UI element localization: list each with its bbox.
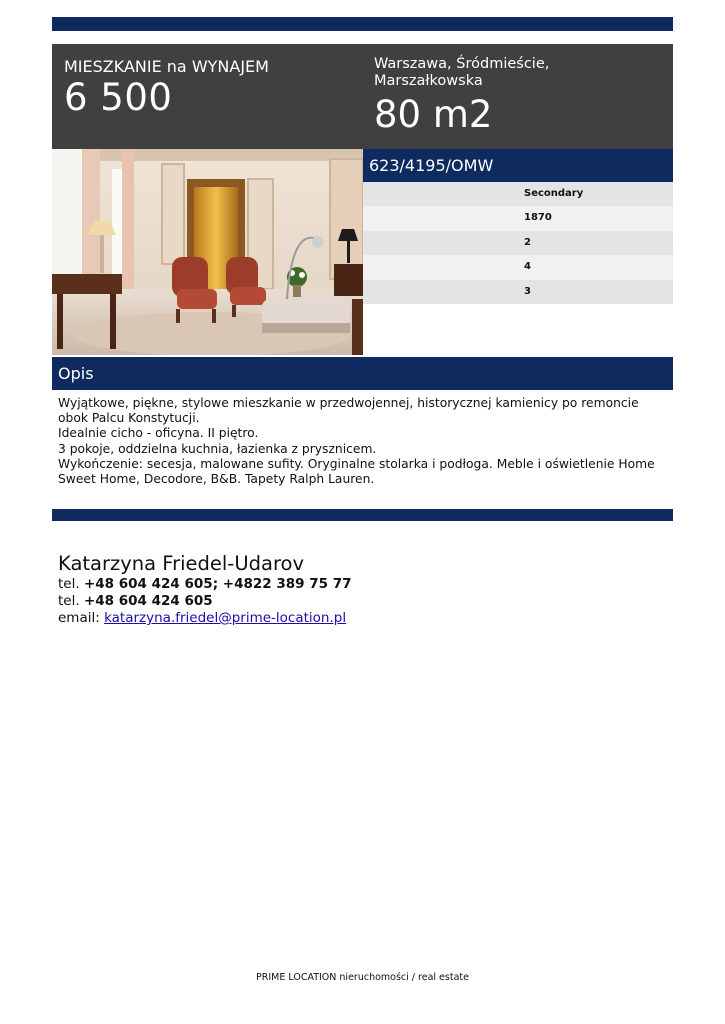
phone-line-2 <box>58 593 658 610</box>
description-paragraph: Wyjątkowe, piękne, stylowe mieszkanie w przedwojennej, historycznej kamienicy po remoncie obok Palcu Konstytucji. <box>58 396 639 426</box>
footer-text: PRIME LOCATION nieruchomości / real estate <box>256 972 469 983</box>
detail-row <box>363 255 673 279</box>
detail-value: Secondary <box>524 188 584 199</box>
tel-label: tel. <box>58 593 80 609</box>
detail-value: 2 <box>524 236 531 248</box>
email-label: email: <box>58 610 100 626</box>
detail-row <box>363 231 673 255</box>
detail-row <box>363 206 673 230</box>
top-divider-bar <box>52 17 673 31</box>
phone-line-1 <box>58 576 658 593</box>
detail-row <box>363 280 673 304</box>
description-paragraph: 3 pokoje, oddzielna kuchnia, łazienka z prysznicem. <box>58 441 377 456</box>
description-body <box>58 396 664 487</box>
offer-type: MIESZKANIE na WYNAJEM <box>64 57 269 76</box>
area: 80 m2 <box>374 93 493 136</box>
detail-value: 3 <box>524 285 531 297</box>
listing-header <box>52 44 673 149</box>
detail-value: 1870 <box>524 212 552 224</box>
location: Warszawa, Śródmieście, Marszałkowska <box>374 56 550 89</box>
phone-number: +48 604 424 605 <box>83 593 213 609</box>
reference-bar <box>363 149 673 182</box>
apartment-photo <box>52 149 363 355</box>
reference-number: 623/4195/OMW <box>369 156 494 175</box>
email-link[interactable]: katarzyna.friedel@prime-location.pl <box>104 610 347 626</box>
phone-numbers: +48 604 424 605; +4822 389 75 77 <box>83 576 352 592</box>
detail-value: 4 <box>524 261 531 273</box>
description-title: Opis <box>58 364 94 383</box>
email-line <box>58 610 658 627</box>
description-header <box>52 357 673 390</box>
bottom-divider-bar <box>52 509 673 521</box>
detail-row <box>363 182 673 206</box>
details-table <box>363 182 673 304</box>
contact-section <box>58 552 658 627</box>
agent-name: Katarzyna Friedel-Udarov <box>58 552 305 575</box>
price: 6 500 <box>64 76 173 119</box>
description-paragraph: Wykończenie: secesja, malowane sufity. Oryginalne stolarka i podłoga. Meble i oświetlenie Home Sweet Home, Decodore, B&B. Tapety Ralph Lauren. <box>58 456 655 487</box>
tel-label: tel. <box>58 576 80 592</box>
description-paragraph: Idealnie cicho - oficyna. II piętro. <box>58 426 259 441</box>
